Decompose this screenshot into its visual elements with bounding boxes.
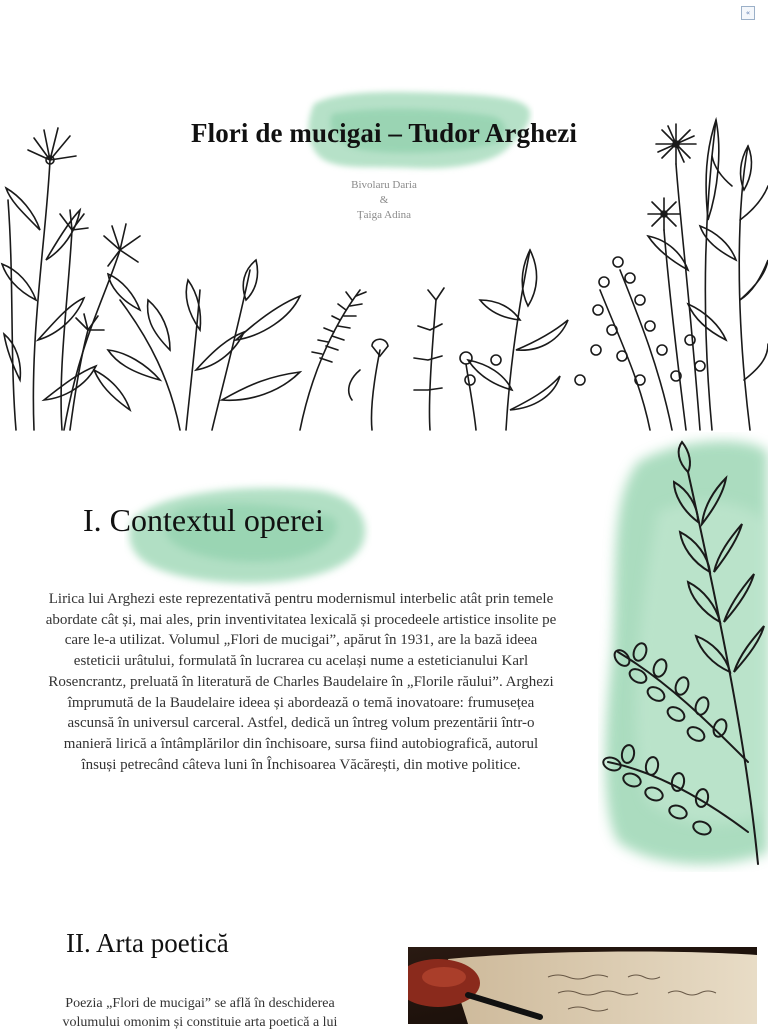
author-name: Țaiga Adina [356,209,412,221]
section-paragraph: Poezia „Flori de mucigai” se află în deschiderea volumului omonim și constituie arta poetică a lui [62,996,338,1030]
author-separator: & [379,194,389,206]
leaf-illustration [598,432,768,872]
section-paragraph: Lirica lui Arghezi este reprezentativă pentru modernismul interbelic atât prin temele abordate cât și, mai ales, prin inventivitatea lexicală și procedeele artistice insolite pe care le-a utilizat. Volumul „Flori de mucigai”, apărut în 1931, are la bază ideea esteticii urâtului, formulată în lucrarea cu același nume a esteticianului Karl Rosencrantz, preluată în literatură de Charles Baudelaire în „Florile răului”. Arghezi împrumută de la Baudelaire ideea și abordează o temă inovatoare: frumusețea ascunsă în universul carceral. Astfel, dedică un întreg volum prezentării într-o manieră lirică a întâmplărilor din închisoare, sursa fiind autobiografică, autorul însuși petrecând câteva luni în Închisoarea Văcărești, din motive politice. [45,591,557,773]
author-name: Bivolaru Daria [351,179,417,191]
manuscript-photo [408,947,757,1024]
collapse-button[interactable]: « [741,6,755,20]
document-title: Flori de mucigai – Tudor Arghezi [191,118,577,148]
botanical-illustration [0,100,768,432]
section-heading: I. Contextul operei [83,502,324,538]
section-heading: II. Arta poetică [66,928,229,958]
